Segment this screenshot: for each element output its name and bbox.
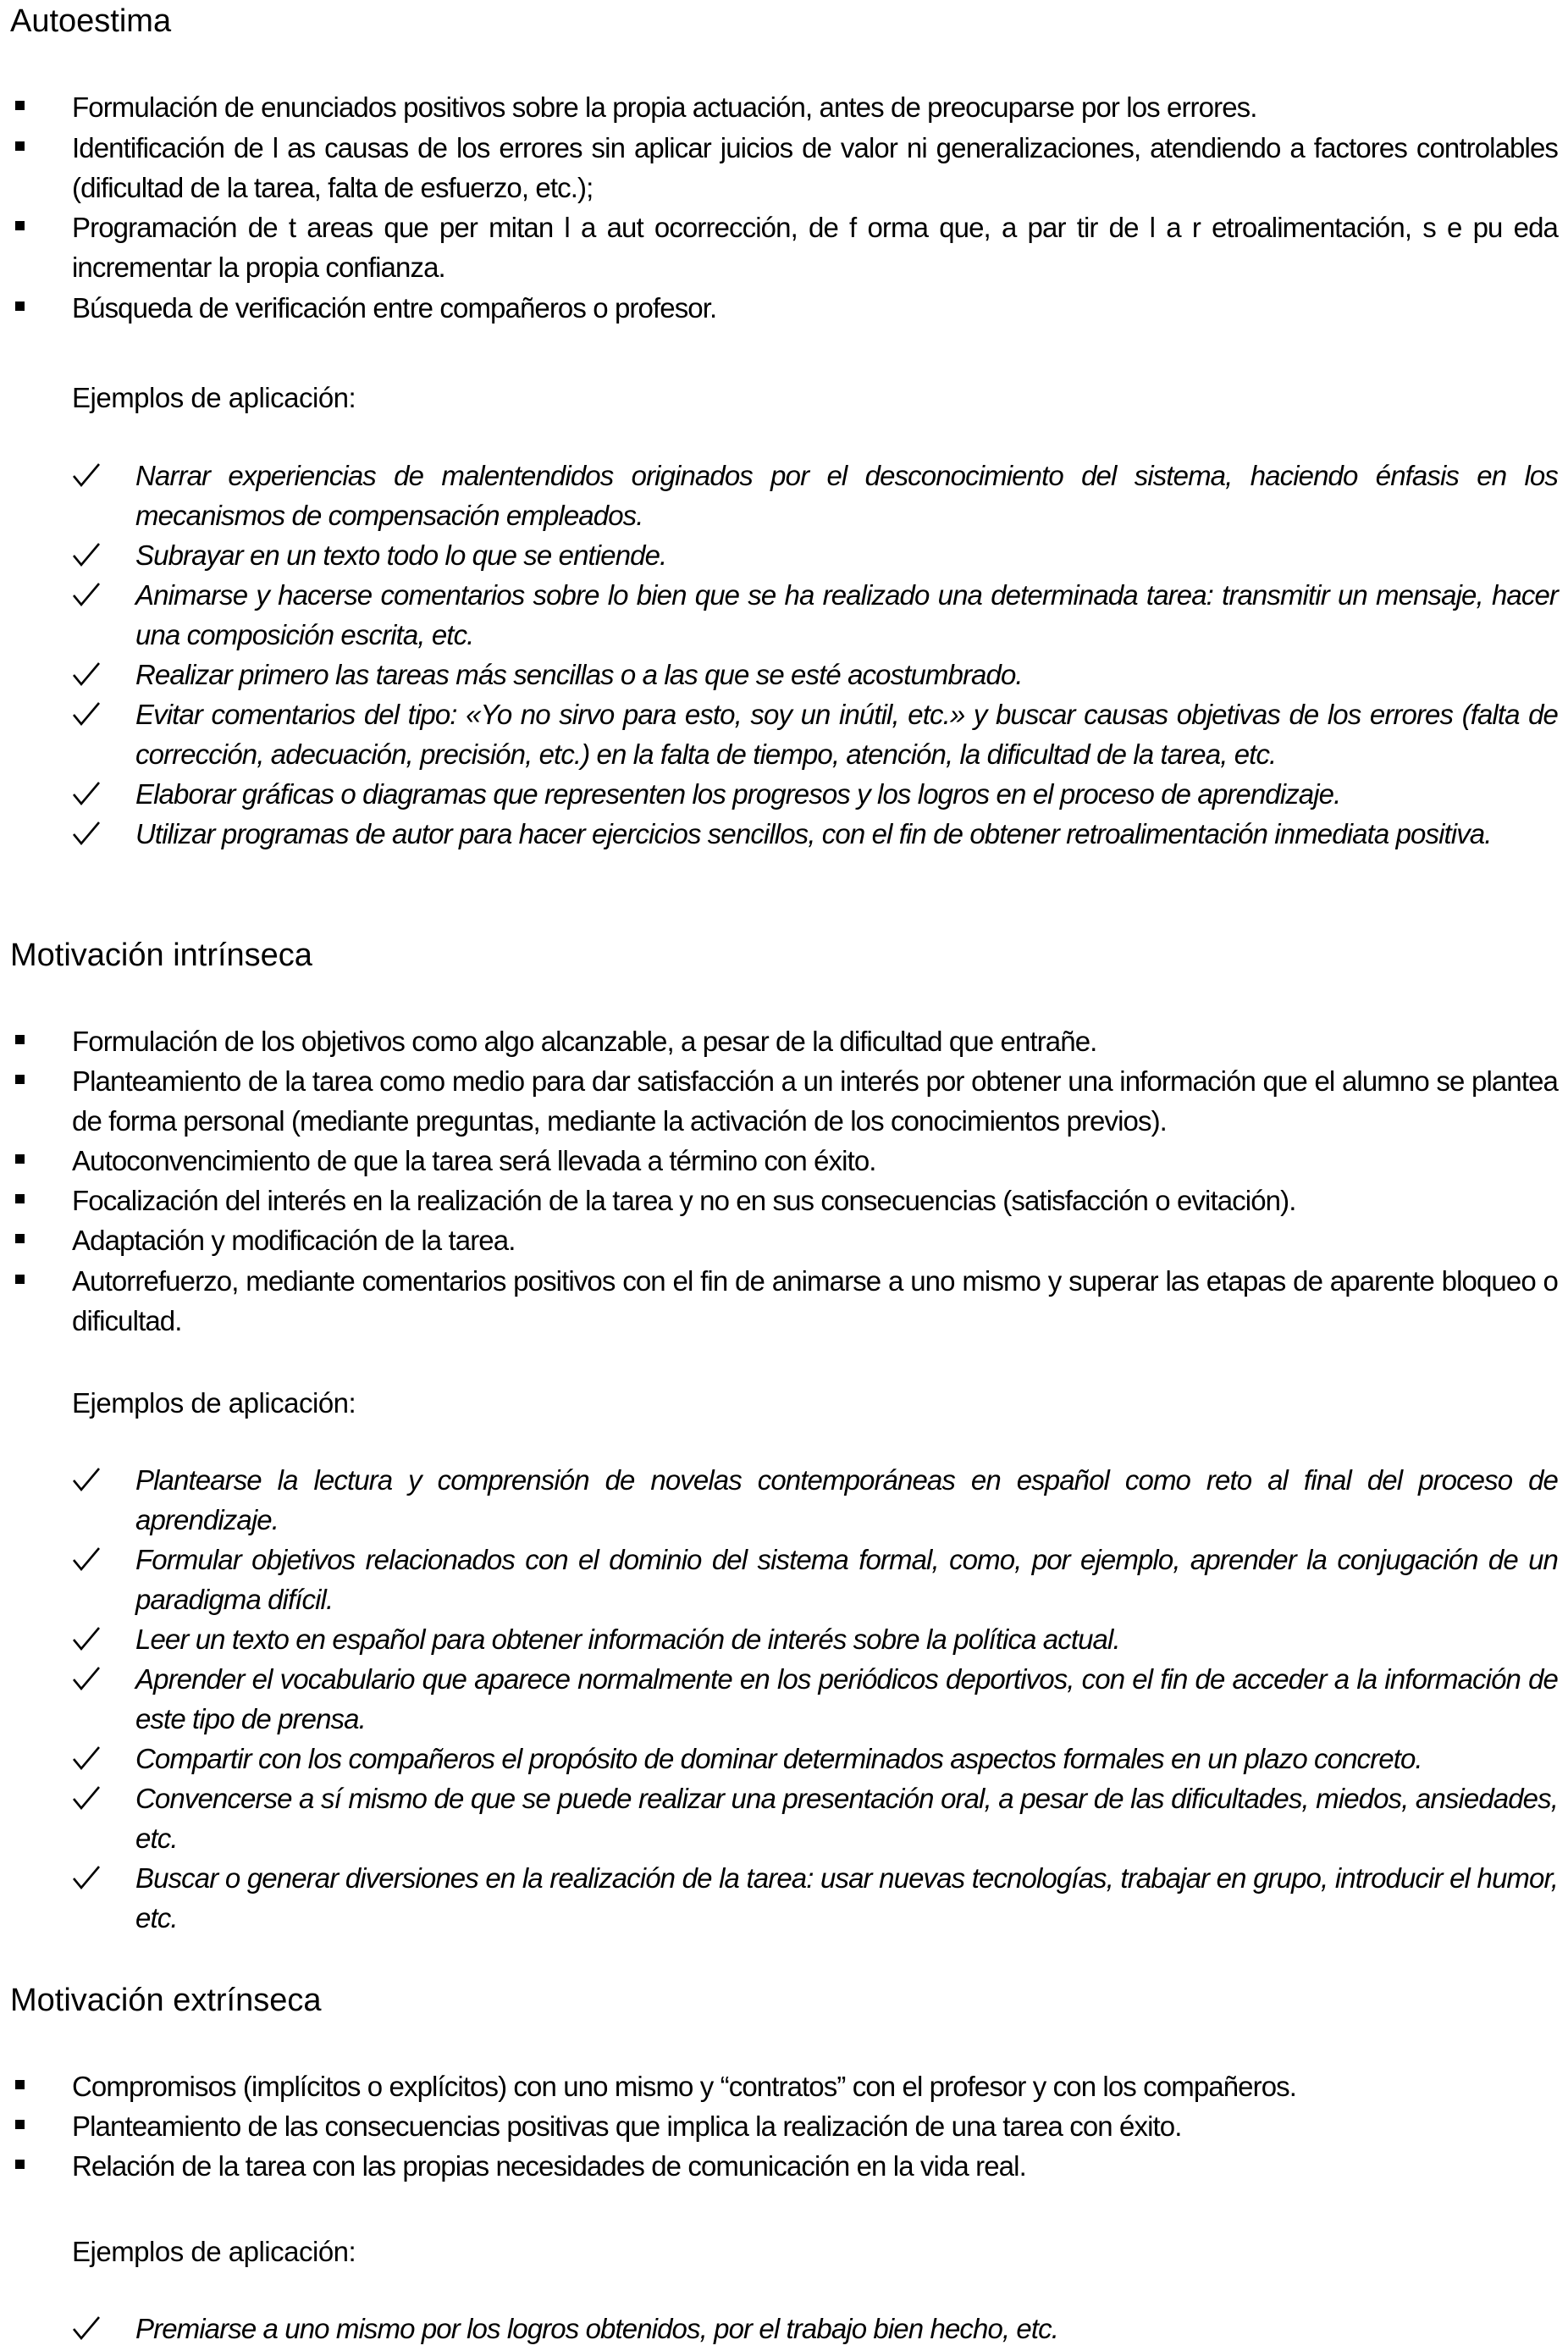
list-item-text: Programación de t areas que per mitan l a aut ocorrección, de f orma que, a par tir de l a r etroalimentación, s e pu eda incrementar la propia confianza. xyxy=(72,212,1558,283)
example-item-text: Realizar primero las tareas más sencillas o a las que se esté acostumbrado. xyxy=(135,659,1023,690)
example-item-text: Buscar o generar diversiones en la realización de la tarea: usar nuevas tecnologías, trabajar en grupo, introducir el humor, etc. xyxy=(135,1862,1558,1933)
checkmark-icon xyxy=(71,1744,102,1773)
checkmark-icon xyxy=(71,660,102,689)
checkmark-icon xyxy=(71,700,102,728)
square-bullet-icon xyxy=(15,1154,25,1164)
example-item-text: Utilizar programas de autor para hacer ejercicios sencillos, con el fin de obtener retroalimentación inmediata positiva. xyxy=(135,818,1492,849)
example-item-text: Evitar comentarios del tipo: «Yo no sirvo para esto, soy un inútil, etc.» y buscar causas objetivas de los errores (falta de corrección, adecuación, precisión, etc.) en la falta de tiempo, atención, la dificultad de la tarea, etc. xyxy=(135,699,1558,770)
checkmark-icon xyxy=(71,1784,102,1812)
examples-label: Ejemplos de aplicación: xyxy=(72,382,356,413)
list-item-text: Planteamiento de las consecuencias positivas que implica la realización de una tarea con éxito. xyxy=(72,2110,1182,2142)
checkmark-icon xyxy=(71,461,102,490)
list-item-text: Búsqueda de verificación entre compañeros o profesor. xyxy=(72,292,717,324)
list-item-text: Planteamiento de la tarea como medio para dar satisfacción a un interés por obtener una información que el alumno se plantea de forma personal (mediante preguntas, mediante la activación de los conocimientos previos). xyxy=(72,1065,1558,1137)
example-item-text: Animarse y hacerse comentarios sobre lo bien que se ha realizado una determinada tarea: transmitir un mensaje, hacer una composición escrita, etc. xyxy=(135,579,1558,650)
example-item-text: Compartir con los compañeros el propósito de dominar determinados aspectos formales en un plazo concreto. xyxy=(135,1743,1422,1774)
checkmark-icon xyxy=(71,1465,102,1494)
examples-label: Ejemplos de aplicación: xyxy=(72,1387,356,1419)
square-bullet-icon xyxy=(15,221,25,230)
section-heading-motivacion-extrinseca: Motivación extrínseca xyxy=(10,1983,322,2018)
square-bullet-icon xyxy=(15,101,25,110)
square-bullet-icon xyxy=(15,1075,25,1084)
list-item-text: Focalización del interés en la realización de la tarea y no en sus consecuencias (satisfacción o evitación). xyxy=(72,1185,1296,1216)
list-item-text: Autorrefuerzo, mediante comentarios positivos con el fin de animarse a uno mismo y superar las etapas de aparente bloqueo o dificultad. xyxy=(72,1265,1558,1336)
square-bullet-icon xyxy=(15,2160,25,2169)
list-item-text: Compromisos (implícitos o explícitos) con uno mismo y “contratos” con el profesor y con los compañeros. xyxy=(72,2071,1297,2102)
checkmark-icon xyxy=(71,1624,102,1653)
checkmark-icon xyxy=(71,819,102,848)
square-bullet-icon xyxy=(15,301,25,311)
checkmark-icon xyxy=(71,779,102,808)
list-item-text: Autoconvencimiento de que la tarea será llevada a término con éxito. xyxy=(72,1145,876,1176)
list-item-text: Adaptación y modificación de la tarea. xyxy=(72,1225,516,1256)
square-bullet-icon xyxy=(15,1275,25,1284)
example-item-text: Narrar experiencias de malentendidos originados por el desconocimiento del sistema, haciendo énfasis en los mecanismos de compensación empleados. xyxy=(135,460,1558,531)
list-item-text: Formulación de los objetivos como algo alcanzable, a pesar de la dificultad que entrañe. xyxy=(72,1026,1097,1057)
square-bullet-icon xyxy=(15,1194,25,1203)
list-item-text: Formulación de enunciados positivos sobre la propia actuación, antes de preocuparse por los errores. xyxy=(72,91,1257,123)
example-item-text: Aprender el vocabulario que aparece normalmente en los periódicos deportivos, con el fin de acceder a la información de este tipo de prensa. xyxy=(135,1663,1558,1734)
list-item-text: Relación de la tarea con las propias necesidades de comunicación en la vida real. xyxy=(72,2150,1026,2182)
square-bullet-icon xyxy=(15,2120,25,2129)
checkmark-icon xyxy=(71,540,102,569)
square-bullet-icon xyxy=(15,1035,25,1044)
checkmark-icon xyxy=(71,1664,102,1693)
example-item-text: Convencerse a sí mismo de que se puede realizar una presentación oral, a pesar de las dificultades, miedos, ansiedades, etc. xyxy=(135,1783,1558,1854)
example-item-text: Leer un texto en español para obtener información de interés sobre la política actual. xyxy=(135,1624,1120,1655)
example-item-text: Elaborar gráficas o diagramas que representen los progresos y los logros en el proceso de aprendizaje. xyxy=(135,778,1341,810)
checkmark-icon xyxy=(71,1545,102,1574)
square-bullet-icon xyxy=(15,141,25,151)
list-item-text: Identificación de l as causas de los errores sin aplicar juicios de valor ni generalizaciones, atendiendo a factores controlables (dificultad de la tarea, falta de esfuerzo, etc.); xyxy=(72,132,1558,203)
example-item-text: Subrayar en un texto todo lo que se entiende. xyxy=(135,539,667,571)
checkmark-icon xyxy=(71,1863,102,1892)
section-heading-motivacion-intrinseca: Motivación intrínseca xyxy=(10,938,312,973)
checkmark-icon xyxy=(71,580,102,609)
example-item-text: Formular objetivos relacionados con el dominio del sistema formal, como, por ejemplo, aprender la conjugación de un paradigma difícil. xyxy=(135,1544,1558,1615)
examples-label: Ejemplos de aplicación: xyxy=(72,2236,356,2267)
example-item-text: Plantearse la lectura y comprensión de novelas contemporáneas en español como reto al final del proceso de aprendizaje. xyxy=(135,1464,1558,1535)
checkmark-icon xyxy=(71,2314,102,2343)
example-item-text: Premiarse a uno mismo por los logros obtenidos, por el trabajo bien hecho, etc. xyxy=(135,2313,1059,2344)
section-heading-autoestima: Autoestima xyxy=(10,3,172,39)
square-bullet-icon xyxy=(15,2080,25,2089)
square-bullet-icon xyxy=(15,1234,25,1243)
